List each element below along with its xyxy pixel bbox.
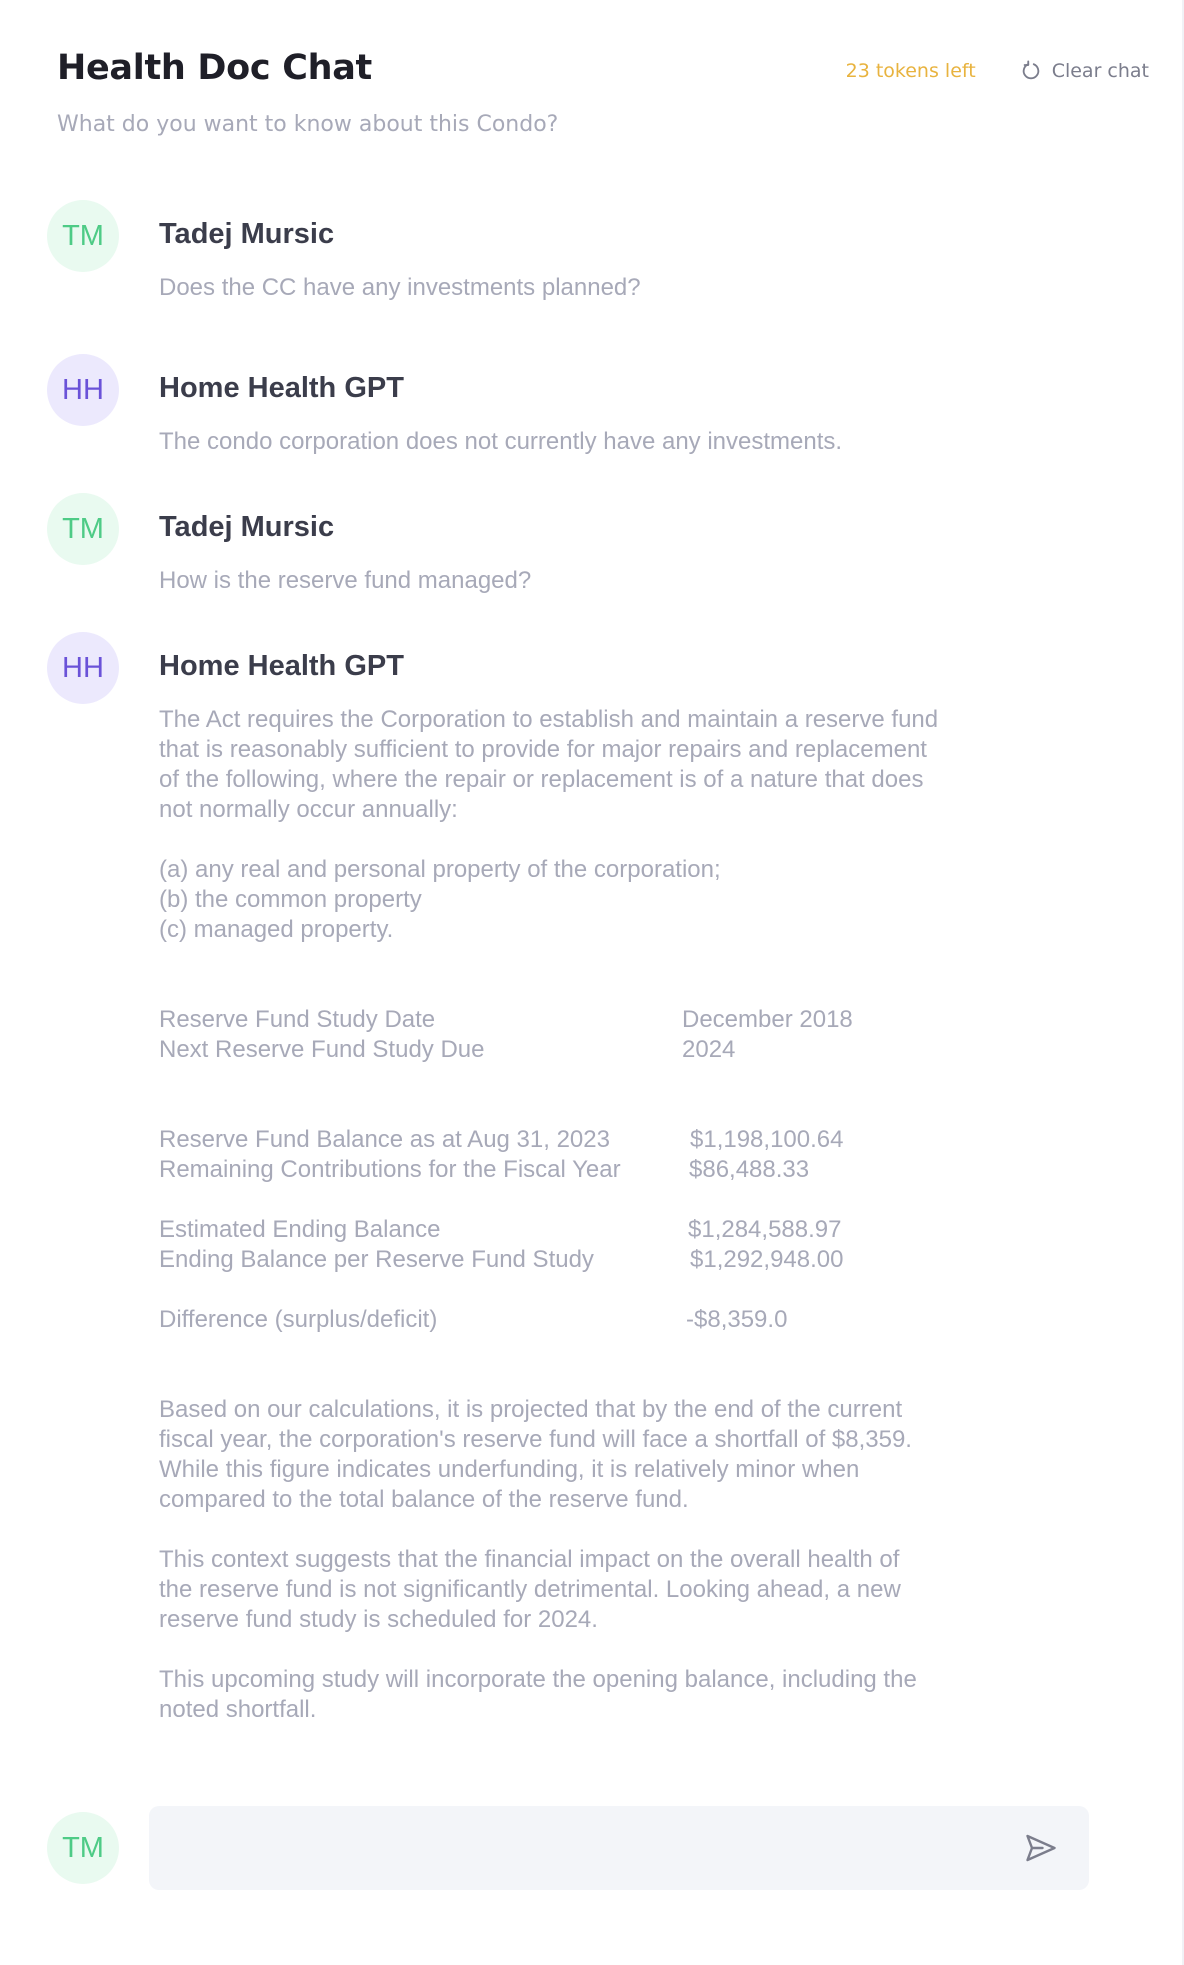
message-item [47,632,1097,1725]
row-value: $86,488.33 [689,1156,810,1183]
text-line: This upcoming study will incorporate the opening balance, including the [159,1666,917,1693]
row-label: Ending Balance per Reserve Fund Study [159,1246,594,1273]
list-item: (b) the common property [159,886,422,913]
table-row [159,1005,1019,1035]
text-line: Based on our calculations, it is projected that by the end of the current [159,1396,903,1423]
row-value: 2024 [682,1036,736,1063]
reserve-fund-intro [159,705,1019,825]
analysis-paragraph [159,1545,1019,1635]
row-label: Remaining Contributions for the Fiscal Year [159,1156,621,1183]
table-row [159,1155,1019,1185]
message-item [47,200,1097,303]
clear-chat-label: Clear chat [1051,60,1149,82]
message-author: Home Health GPT [159,650,404,682]
text-line: While this figure indicates underfunding, it is relatively minor when [159,1456,860,1483]
message-text: Does the CC have any investments planned? [159,274,641,301]
row-value: December 2018 [682,1006,853,1033]
list-item: (a) any real and personal property of the corporation; [159,856,721,883]
text-line: the reserve fund is not significantly detrimental. Looking ahead, a new [159,1576,901,1603]
message-item [47,354,1097,457]
message-author: Tadej Mursic [159,218,335,250]
bot-avatar: HH [47,632,119,704]
table-row [159,1305,1019,1335]
row-value: $1,198,100.64 [690,1126,844,1153]
row-label: Reserve Fund Study Date [159,1006,436,1033]
table-row [159,1035,1019,1065]
list-item: (c) managed property. [159,916,394,943]
message-body [159,632,1019,1725]
message-body [159,200,1019,303]
study-dates-table [159,1005,1019,1065]
text-line: of the following, where the repair or replacement is of a nature that does [159,766,924,793]
text-line: This context suggests that the financial impact on the overall health of [159,1546,900,1573]
text-line: noted shortfall. [159,1696,317,1723]
row-label: Next Reserve Fund Study Due [159,1036,485,1063]
table-row [159,1245,1019,1275]
text-line: that is reasonably sufficient to provide for major repairs and replacement [159,736,927,763]
clear-chat-button[interactable] [1020,60,1149,82]
header-actions [846,60,1149,82]
text-line: compared to the total balance of the reserve fund. [159,1486,689,1513]
user-avatar: TM [47,200,119,272]
text-line: not normally occur annually: [159,796,458,823]
user-avatar: TM [47,1812,119,1884]
page-title: Health Doc Chat [57,48,372,88]
row-value: $1,292,948.00 [690,1246,844,1273]
analysis-paragraph [159,1395,1019,1515]
row-value: -$8,359.0 [686,1306,788,1333]
message-text [159,705,1019,1725]
row-value: $1,284,588.97 [688,1216,842,1243]
message-author: Tadej Mursic [159,511,335,543]
table-row [159,1125,1019,1155]
reserve-fund-list [159,855,1019,945]
text-line: reserve fund study is scheduled for 2024. [159,1606,598,1633]
bot-avatar: HH [47,354,119,426]
message-body [159,493,1019,596]
table-row [159,1215,1019,1245]
message-item [47,493,1097,596]
composer-input-wrap [119,1806,1089,1890]
message-text: The condo corporation does not currently have any investments. [159,428,843,455]
send-icon [1023,1830,1059,1866]
row-label: Estimated Ending Balance [159,1216,441,1243]
composer [47,1806,1089,1890]
send-button[interactable] [1023,1830,1059,1866]
text-line: fiscal year, the corporation's reserve fund will face a shortfall of $8,359. [159,1426,912,1453]
message-body [159,354,1019,457]
row-label: Reserve Fund Balance as at Aug 31, 2023 [159,1126,610,1153]
page-subtitle: What do you want to know about this Condo? [57,112,559,137]
tokens-left-badge: 23 tokens left [845,60,976,82]
difference-table [159,1305,1019,1335]
message-list [47,200,1097,1725]
message-author: Home Health GPT [159,372,404,404]
message-text: How is the reserve fund managed? [159,567,532,594]
text-line: The Act requires the Corporation to establish and maintain a reserve fund [159,706,939,733]
row-label: Difference (surplus/deficit) [159,1306,438,1333]
analysis-paragraph [159,1665,1019,1725]
refresh-icon [1020,60,1042,82]
balance-table [159,1125,1019,1185]
message-input[interactable] [149,1806,1089,1890]
user-avatar: TM [47,493,119,565]
ending-balance-table [159,1215,1019,1275]
